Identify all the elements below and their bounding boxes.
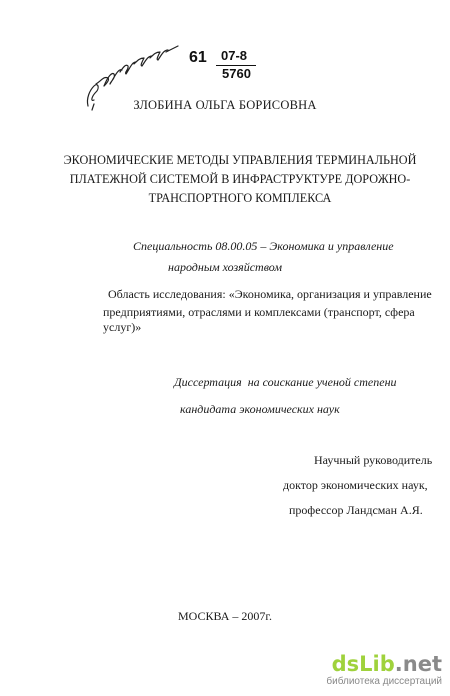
advisor-label: Научный руководитель	[314, 453, 433, 467]
dissertation-title	[40, 151, 440, 208]
dissertation-degree-line-1: Диссертация на соискание ученой степени	[174, 375, 397, 389]
archive-code-top: 07-8	[221, 48, 248, 63]
watermark-logo-part2: .net	[394, 652, 442, 676]
city-year: МОСКВА – 2007г.	[178, 609, 272, 623]
speciality-line-1: Специальность 08.00.05 – Экономика и управление	[133, 239, 394, 253]
research-area-line-2: предприятиями, отраслями и комплексами (транспорт, сфера услуг)»	[103, 305, 415, 334]
title-line: ПЛАТЕЖНОЙ СИСТЕМОЙ В ИНФРАСТРУКТУРЕ ДОРОЖНО-	[69, 172, 411, 186]
advisor-name: профессор Ландсман А.Я.	[289, 503, 423, 517]
research-area-line-1: Область исследования: «Экономика, организация и управление	[108, 287, 432, 301]
watermark-logo-part1: dsLib	[331, 652, 395, 676]
watermark-subtitle: библиотека диссертаций	[326, 676, 442, 687]
dissertation-degree-line-2: кандидата экономических наук	[180, 402, 340, 416]
archive-code-bottom: 5760	[222, 66, 251, 81]
archive-code-prefix: 61	[189, 49, 207, 66]
author-name: ЗЛОБИНА ОЛЬГА БОРИСОВНА	[133, 98, 317, 112]
title-line: ЭКОНОМИЧЕСКИЕ МЕТОДЫ УПРАВЛЕНИЯ ТЕРМИНАЛЬНОЙ	[63, 153, 417, 167]
watermark-logo	[332, 652, 442, 676]
title-line: ТРАНСПОРТНОГО КОМПЛЕКСА	[148, 191, 332, 205]
speciality-line-2: народным хозяйством	[168, 260, 282, 274]
advisor-degree: доктор экономических наук,	[283, 478, 428, 492]
watermark	[322, 652, 444, 690]
